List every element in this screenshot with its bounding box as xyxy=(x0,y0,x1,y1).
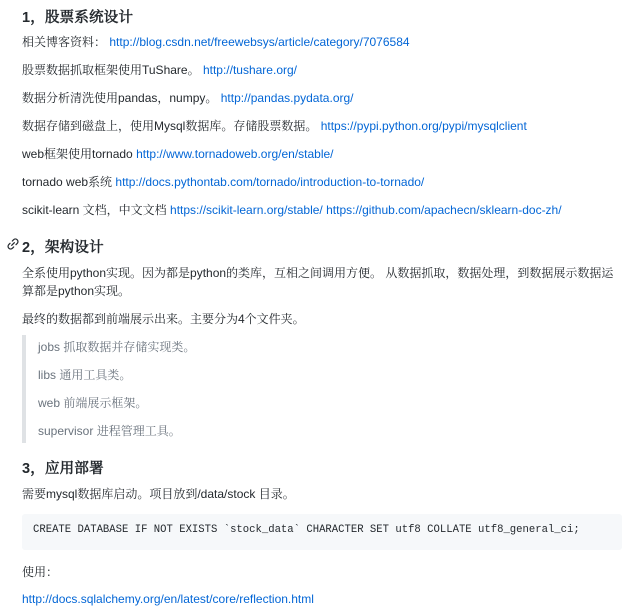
link-icon[interactable] xyxy=(6,237,20,251)
usage-label: 使用： xyxy=(22,565,59,579)
tushare-link[interactable]: http://tushare.org/ xyxy=(202,63,297,77)
tornado-web-link[interactable]: http://docs.pythontab.com/tornado/introduction-to-tornado/ xyxy=(115,175,425,189)
sql-code: CREATE DATABASE IF NOT EXISTS `stock_data` CHARACTER SET utf8 COLLATE utf8_general_ci; xyxy=(33,524,580,536)
folders-intro: 最终的数据都到前端展示出来。主要分为4个文件夹。 xyxy=(22,312,305,326)
folders-blockquote xyxy=(22,335,626,443)
mysql-paragraph xyxy=(22,117,527,135)
pandas-link[interactable]: http://pandas.pydata.org/ xyxy=(220,91,354,105)
tornado-web-text: tornado web系统 xyxy=(22,175,113,189)
deploy-intro: 需要mysql数据库启动。项目放到/data/stock 目录。 xyxy=(22,487,295,501)
section-1-heading: 1，股票系统设计 xyxy=(22,10,134,26)
sqlalchemy-link[interactable]: http://docs.sqlalchemy.org/en/latest/core/reflection.html xyxy=(22,592,314,606)
blog-text: 相关博客资料： xyxy=(22,35,107,49)
folder-item-supervisor: supervisor 进程管理工具。 xyxy=(38,424,181,438)
tornado-paragraph xyxy=(22,145,334,163)
tornado-text: web框架使用tornado xyxy=(22,147,133,161)
tornado-web-paragraph xyxy=(22,173,424,191)
pandas-text: 数据分析清洗使用pandas，numpy。 xyxy=(22,91,218,105)
blog-link[interactable]: http://blog.csdn.net/freewebsys/article/category/7076584 xyxy=(109,35,410,49)
sklearn-zh-link[interactable]: https://github.com/apachecn/sklearn-doc-zh/ xyxy=(326,203,562,217)
architecture-intro: 全系使用python实现。因为都是python的类库，互相之间调用方便。 从数据抓取，数据处理，到数据展示数据运算都是python实现。 xyxy=(22,266,614,298)
sklearn-paragraph xyxy=(22,201,562,219)
mysqlclient-link[interactable]: https://pypi.python.org/pypi/mysqlclient xyxy=(320,119,527,133)
section-2-heading: 2，架构设计 xyxy=(22,240,104,256)
tornado-link[interactable]: http://www.tornadoweb.org/en/stable/ xyxy=(136,147,334,161)
sklearn-link[interactable]: https://scikit-learn.org/stable/ xyxy=(170,203,323,217)
mysql-text: 数据存储到磁盘上，使用Mysql数据库。存储股票数据。 xyxy=(22,119,318,133)
sql-code-block xyxy=(22,514,622,550)
sklearn-text: scikit-learn 文档，中文文档 xyxy=(22,203,167,217)
pandas-paragraph xyxy=(22,89,354,107)
folder-item-libs: libs 通用工具类。 xyxy=(38,368,132,382)
folder-item-web: web 前端展示框架。 xyxy=(38,396,148,410)
tushare-text: 股票数据抓取框架使用TuShare。 xyxy=(22,63,200,77)
tushare-paragraph xyxy=(22,61,297,79)
folder-item-jobs: jobs 抓取数据并存储实现类。 xyxy=(38,340,196,354)
blog-paragraph xyxy=(22,33,410,51)
usage-paragraph xyxy=(22,590,314,608)
section-3-heading: 3，应用部署 xyxy=(22,461,104,477)
